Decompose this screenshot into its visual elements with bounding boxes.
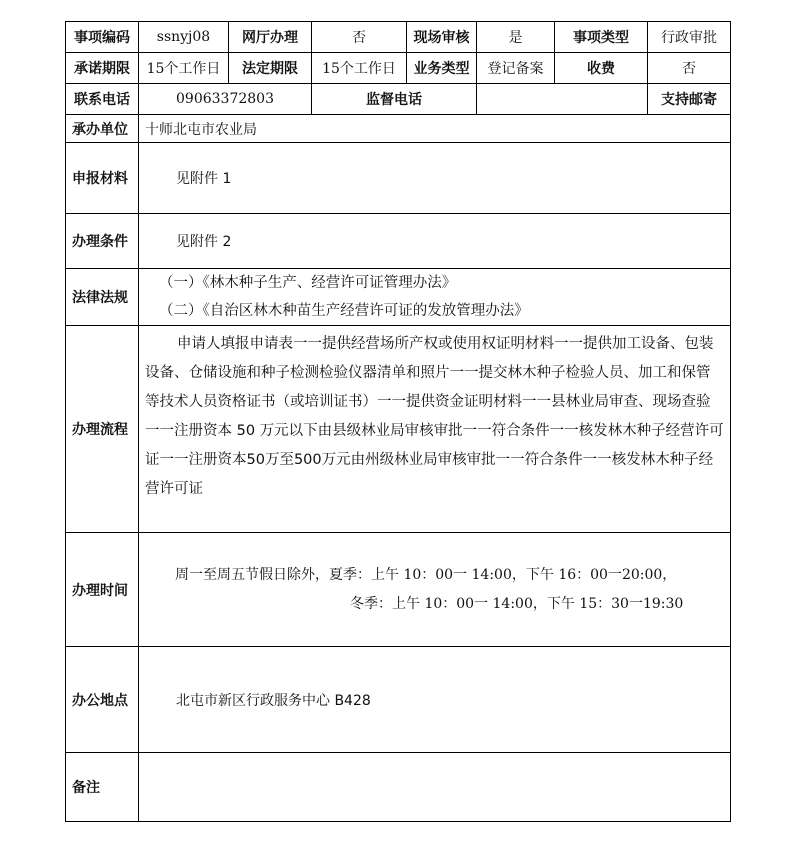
promise-period-value: 15个工作日 [139,53,229,84]
onsite-review-label: 现场审核 [407,22,477,53]
contact-phone-label: 联系电话 [66,84,139,115]
table-row [66,143,731,214]
onsite-review-value: 是 [477,22,555,53]
handling-unit-label: 承办单位 [66,115,139,143]
address-label: 办公地点 [66,647,139,753]
fee-label: 收费 [555,53,648,84]
address-value: 北屯市新区行政服务中心 B428 [176,692,371,709]
laws-label: 法律法规 [66,269,139,326]
item-type-value: 行政审批 [648,22,731,53]
process-cell [139,326,731,533]
materials-label: 申报材料 [66,143,139,214]
table-row [66,647,731,753]
table-row [66,53,731,84]
item-code-label: 事项编码 [66,22,139,53]
materials-value: 见附件 1 [176,171,232,187]
item-type-label: 事项类型 [555,22,648,53]
legal-period-label: 法定期限 [229,53,312,84]
table-row [66,753,731,822]
table-row [66,533,731,647]
online-handling-value: 否 [312,22,407,53]
conditions-cell [139,214,731,269]
address-cell [139,647,731,753]
law-item: （二）《自治区林木种苗生产经营许可证的发放管理办法》 [159,303,529,319]
remarks-value [139,753,731,822]
hours-winter: 冬季：上午 10：00一 14:00，下午 15：30一19:30 [350,595,684,612]
conditions-value: 见附件 2 [176,234,232,250]
table-row [66,214,731,269]
online-handling-label: 网厅办理 [229,22,312,53]
table-row [66,115,731,143]
process-label: 办理流程 [66,326,139,533]
business-type-label: 业务类型 [407,53,477,84]
service-item-form [65,21,731,822]
laws-cell [139,269,731,326]
law-item: （一）《林木种子生产、经营许可证管理办法》 [159,275,457,291]
hours-label: 办理时间 [66,533,139,647]
process-text: 申请人填报申请表一一提供经营场所产权或使用权证明材料一一提供加工设备、包装设备、仓储设施和种子检测检验仪器清单和照片一一提交林木种子检验人员、加工和保管等技术人员资格证书（或培训证书）一一提供资金证明材料一一县林业局审查、现场查验一一注册资本 50 万元以下由县级林业局审核审批一一符合条件一一核发林木种子经营许可证一一注册资本50万至500万元由州级林业局审核审批一一符合条件一一核发林木种子经营许可证 [145,336,724,497]
hours-summer: 周一至周五节假日除外，夏季：上午 10：00一 14:00，下午 16：00一20:00， [175,566,677,583]
table-row [66,22,731,53]
item-code-value: ssnyj08 [139,22,229,53]
legal-period-value: 15个工作日 [312,53,407,84]
contact-phone-value: 09063372803 [139,84,312,115]
materials-cell [139,143,731,214]
promise-period-label: 承诺期限 [66,53,139,84]
table-row [66,269,731,326]
table-row [66,84,731,115]
supervision-phone-value [477,84,648,115]
mail-support-label: 支持邮寄 [648,84,731,115]
table-row [66,326,731,533]
business-type-value: 登记备案 [477,53,555,84]
remarks-label: 备注 [66,753,139,822]
supervision-phone-label: 监督电话 [312,84,477,115]
conditions-label: 办理条件 [66,214,139,269]
handling-unit-value: 十师北屯市农业局 [139,115,731,143]
fee-value: 否 [648,53,731,84]
hours-cell [139,533,731,647]
